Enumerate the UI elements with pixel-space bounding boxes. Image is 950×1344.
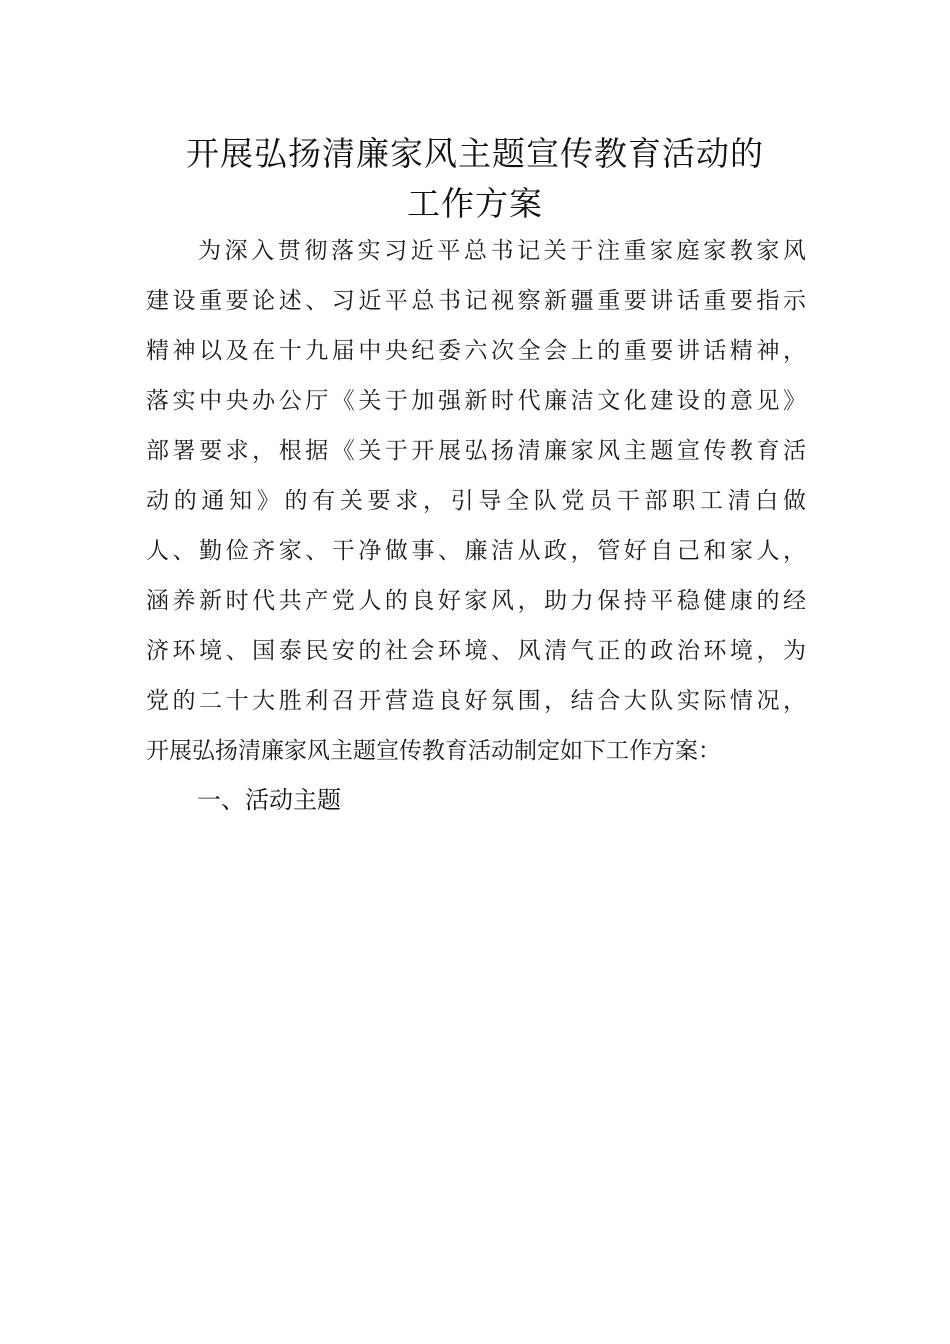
paragraph-line: 建设重要论述、习近平总书记视察新疆重要讲话重要指示 — [146, 288, 806, 314]
document-title-line-1: 开展弘扬清廉家风主题宣传教育活动的 — [186, 134, 764, 173]
paragraph-line: 开展弘扬清廉家风主题宣传教育活动制定如下工作方案： — [146, 738, 721, 764]
paragraph-line: 部署要求，根据《关于开展弘扬清廉家风主题宣传教育活 — [146, 438, 806, 464]
paragraph-line: 为深入贯彻落实习近平总书记关于注重家庭家教家风 — [198, 238, 806, 264]
paragraph-line: 人、勤俭齐家、干净做事、廉洁从政，管好自己和家人， — [146, 538, 806, 564]
section-heading: 一、活动主题 — [197, 786, 341, 814]
paragraph-line: 动的通知》的有关要求，引导全队党员干部职工清白做 — [146, 488, 806, 514]
document-title-line-2: 工作方案 — [407, 184, 543, 223]
paragraph-line: 济环境、国泰民安的社会环境、风清气正的政治环境，为 — [146, 638, 806, 664]
paragraph-line: 党的二十大胜利召开营造良好氛围，结合大队实际情况， — [146, 688, 806, 714]
paragraph-line: 涵养新时代共产党人的良好家风，助力保持平稳健康的经 — [146, 588, 806, 614]
paragraph-line: 精神以及在十九届中央纪委六次全会上的重要讲话精神， — [146, 338, 806, 364]
paragraph-line: 落实中央办公厅《关于加强新时代廉洁文化建设的意见》 — [146, 388, 806, 414]
